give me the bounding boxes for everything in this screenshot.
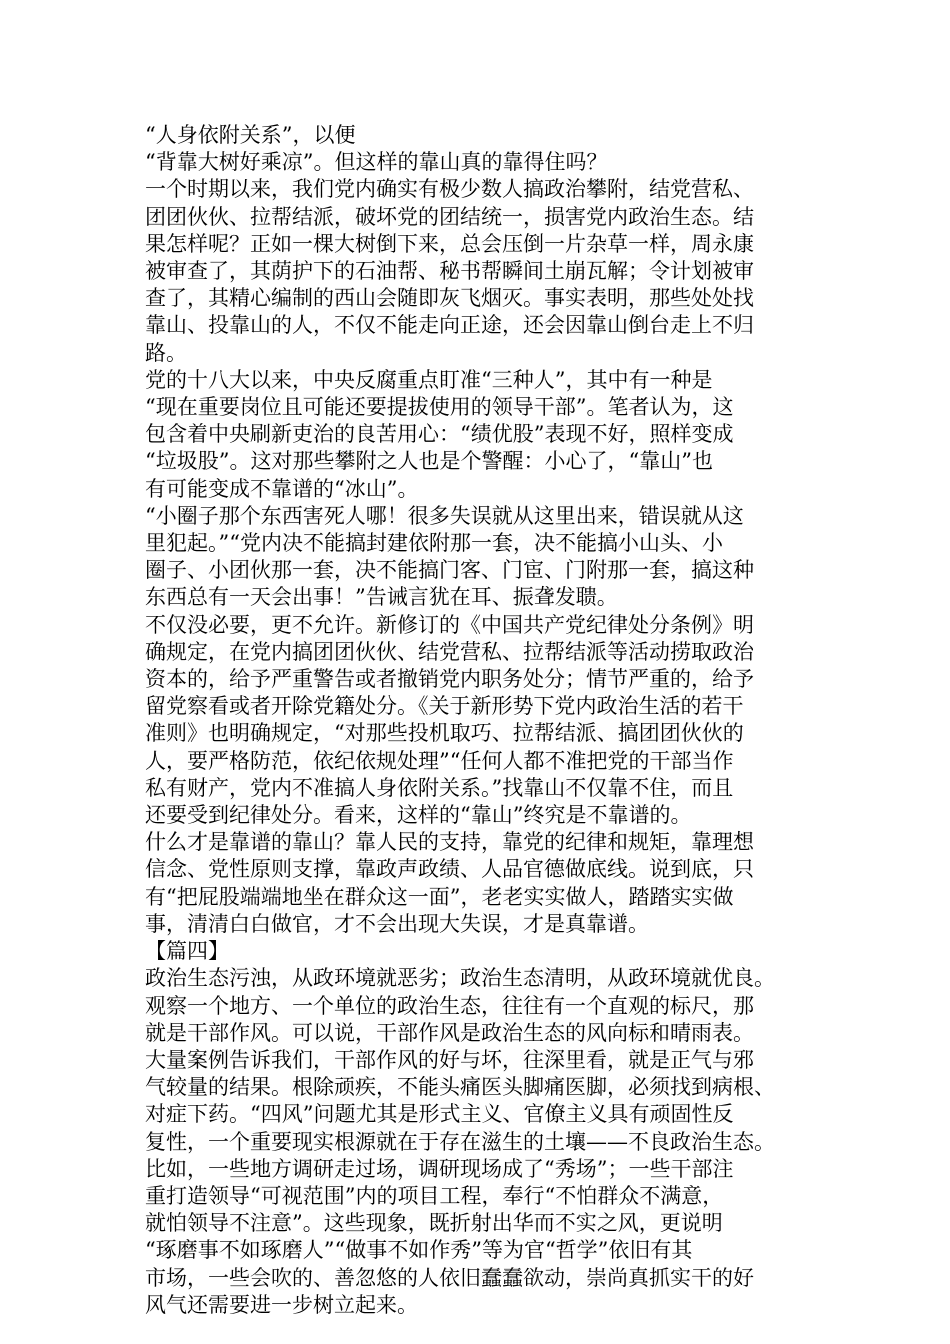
paragraph-political-ecology: 政治生态污浊，从政环境就恶劣；政治生态清明，从政环境就优良。 观察一个地方、一个单位的政治生态，往往有一个直观的标尺，那 就是干部作风。可以说，干部作风是政治生态的风向标和晴雨表。 [145, 966, 775, 1045]
paragraph-discipline-rules: 不仅没必要，更不允许。新修订的《中国共产党纪律处分条例》明 确规定，在党内搞团团伙伙、结党营私、拉帮结派等活动捞取政治 资本的，给予严重警告或者撤销党内职务处分；情节严重的，给予 留党察看或者开除党籍处分。《关于新形势下党内政治生活的若干 准则》也明确规定，“对那些投机取巧、拉帮结派、搞团团伙伙的 人，要严格防范，依纪依规处理”“任何人都不准把党的干部当作 私有财产，党内不准搞人身依附关系。”找靠山不仅靠不住，而且 还要受到纪律处分。看来，这样的“靠山”终究是不靠谱的。 [145, 612, 754, 828]
section-heading-part-four: 【篇四】 [145, 939, 229, 964]
paragraph-small-circles: “小圈子那个东西害死人哪！很多失误就从这里出来，错误就从这 里犯起。”“党内决不能搞封建依附那一套，决不能搞小山头、小 圈子、小团伙那一套，决不能搞门客、门宦、门附那一套，搞这种 东西总有一天会出事！”告诫言犹在耳、振聋发聩。 [145, 503, 754, 610]
paragraph-intro-1: “人身依附关系”，以便 [145, 123, 356, 147]
paragraph-cadre-style: 大量案例告诉我们，干部作风的好与坏，往深里看，就是正气与邪 气较量的结果。根除顽疾，不能头痛医头脚痛医脚，必须找到病根、 对症下药。“四风”问题尤其是形式主义、官僚主义具有顽固性反 复性，一个重要现实根源就在于存在滋生的土壤——不良政治生态。 比如，一些地方调研走过场，调研现场成了“秀场”；一些干部注 重打造领导“可视范围”内的项目工程，奉行“不怕群众不满意， 就怕领导不注意”。这些现象，既折射出华而不实之风，更说明 “琢磨事不如琢磨人”“做事不如作秀”等为官“哲学”依旧有其 市场，一些会吹的、善忽悠的人依旧蠢蠢欲动，崇尚真抓实干的好 风气还需要进一步树立起来。 [145, 1047, 775, 1317]
paragraph-reliable-backing: 什么才是靠谱的靠山？靠人民的支持，靠党的纪律和规矩，靠理想 信念、党性原则支撑，靠政声政绩、人品官德做底线。说到底，只 有“把屁股端端地坐在群众这一面”，老老实实做人，踏踏实实做 事，清清白白做官，才不会出现大失误，才是真靠谱。 [145, 830, 754, 936]
paragraph-three-types: 党的十八大以来，中央反腐重点盯准“三种人”，其中有一种是 “现在重要岗位且可能还要提拔使用的领导干部”。笔者认为，这 包含着中央刷新吏治的良苦用心：“绩优股”表现不好，照样变成 “垃圾股”。这对那些攀附之人也是个警醒：小心了，“靠山”也 有可能变成不靠谱的“冰山”。 [145, 367, 734, 501]
paragraph-intro-2: “背靠大树好乘凉”。但这样的靠山真的靠得住吗？ [145, 150, 608, 175]
document-page [145, 122, 825, 1319]
paragraph-political-attachment: 一个时期以来，我们党内确实有极少数人搞政治攀附，结党营私、 团团伙伙、拉帮结派，破坏党的团结统一，损害党内政治生态。结 果怎样呢？正如一棵大树倒下来，总会压倒一片杂草一样，周永康 被审查了，其荫护下的石油帮、秘书帮瞬间土崩瓦解；令计划被审 查了，其精心编制的西山会随即灰飞烟灭。事实表明，那些处处找 靠山、投靠山的人，不仅不能走向正途，还会因靠山倒台走上不归 路。 [145, 177, 754, 365]
